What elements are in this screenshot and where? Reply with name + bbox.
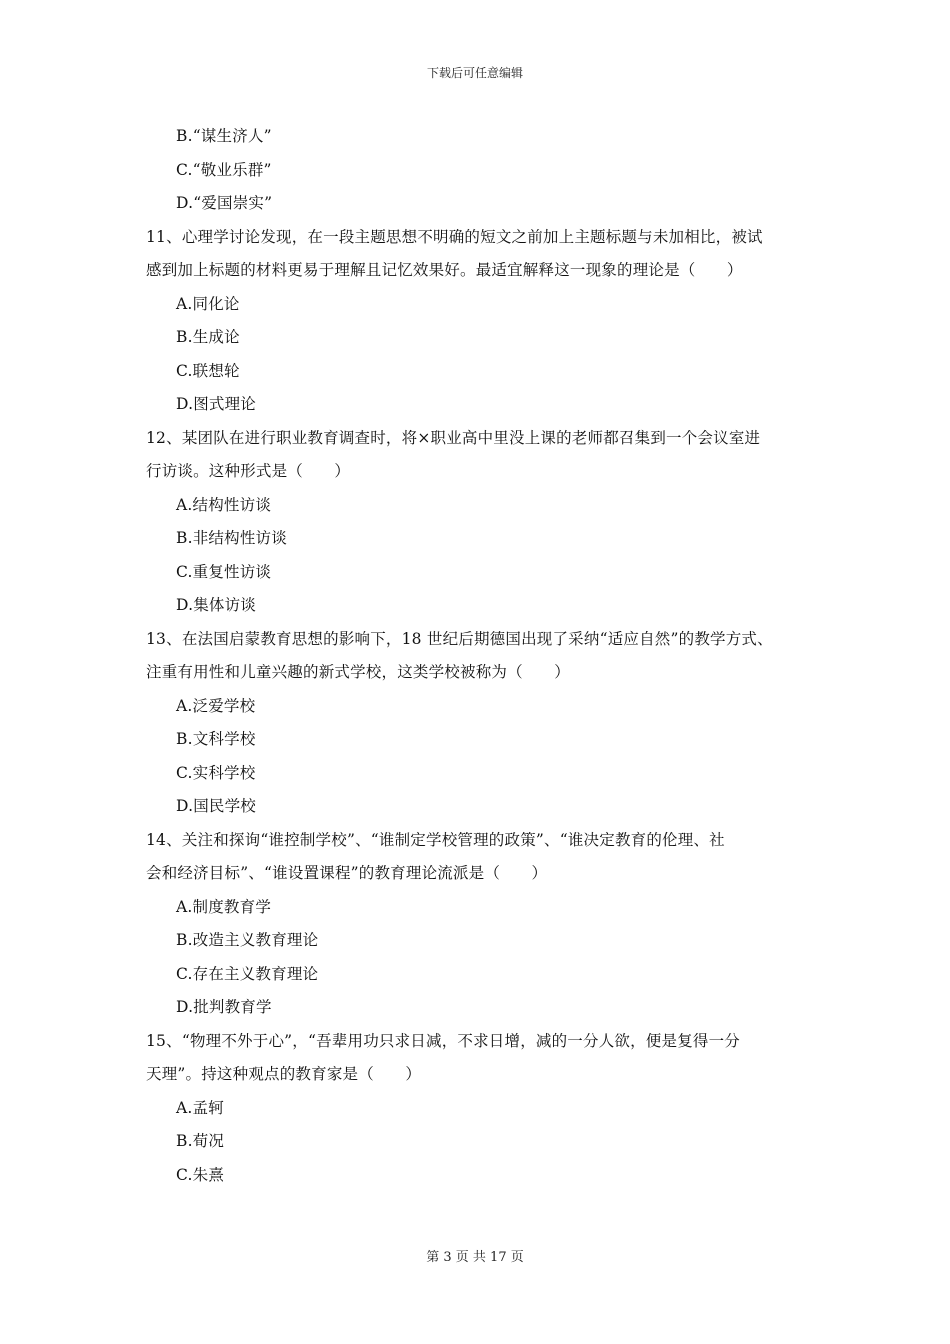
- question-stem: 行访谈。这种形式是（ ）: [146, 462, 351, 480]
- option-c: C.朱熹: [176, 1165, 225, 1184]
- option-c: C.实科学校: [176, 763, 256, 782]
- option-c: C.联想轮: [176, 361, 240, 380]
- option-d: D.图式理论: [176, 395, 257, 413]
- option-c: C.存在主义教育理论: [176, 964, 319, 983]
- option-b: B.文科学校: [176, 730, 256, 748]
- option-a: A.同化论: [176, 294, 240, 313]
- option-b: B.生成论: [176, 328, 240, 346]
- option-b: B.改造主义教育理论: [176, 931, 319, 949]
- question-11: [146, 221, 816, 422]
- question-stem: 天理”。持这种观点的教育家是（ ）: [146, 1065, 422, 1083]
- question-stem: 注重有用性和儿童兴趣的新式学校，这类学校被称为（ ）: [146, 663, 570, 681]
- question-10-tail: [146, 120, 816, 221]
- option-a: A.制度教育学: [176, 897, 272, 916]
- question-12: [146, 422, 816, 623]
- question-stem: 会和经济目标”、“谁设置课程”的教育理论流派是（ ）: [146, 864, 548, 882]
- option-b: B.“谋生济人”: [176, 127, 272, 145]
- question-stem: 感到加上标题的材料更易于理解且记忆效果好。最适宜解释这一现象的理论是（ ）: [146, 261, 743, 279]
- page-content: [146, 120, 816, 1192]
- question-stem: 12、某团队在进行职业教育调查时，将×职业高中里没上课的老师都召集到一个会议室进: [146, 428, 761, 447]
- option-d: D.集体访谈: [176, 596, 257, 614]
- page-footer: 第 3 页 共 17 页: [426, 1250, 524, 1265]
- question-stem: 15、“物理不外于心”，“吾辈用功只求日减，不求日增，减的一分人欲，便是复得一分: [146, 1031, 740, 1050]
- option-a: A.孟轲: [176, 1098, 224, 1117]
- question-14: [146, 824, 816, 1025]
- option-a: A.泛爱学校: [176, 696, 256, 715]
- question-stem: 11、心理学讨论发现，在一段主题思想不明确的短文之前加上主题标题与未加相比，被试: [146, 227, 763, 246]
- option-d: D.国民学校: [176, 797, 257, 815]
- option-d: D.批判教育学: [176, 998, 272, 1016]
- option-c: C.“敬业乐群”: [176, 160, 272, 179]
- question-13: [146, 623, 816, 824]
- question-15: [146, 1025, 816, 1193]
- option-b: B.荀况: [176, 1132, 225, 1150]
- option-d: D.“爱国崇实”: [176, 194, 273, 212]
- option-b: B.非结构性访谈: [176, 529, 287, 547]
- page-header: 下载后可任意编辑: [426, 66, 523, 80]
- option-a: A.结构性访谈: [176, 495, 272, 514]
- question-stem: 13、在法国启蒙教育思想的影响下，18 世纪后期德国出现了采纳“适应自然”的教学方式、: [146, 629, 773, 648]
- option-c: C.重复性访谈: [176, 562, 272, 581]
- question-stem: 14、关注和探询“谁控制学校”、“谁制定学校管理的政策”、“谁决定教育的伦理、社: [146, 830, 725, 849]
